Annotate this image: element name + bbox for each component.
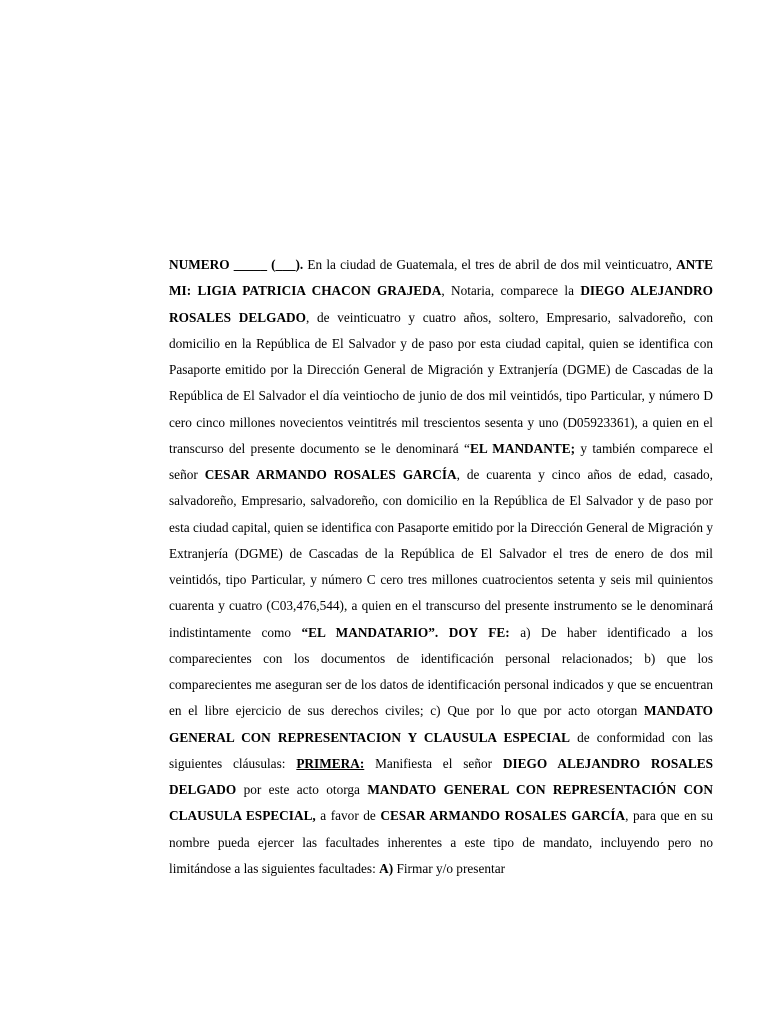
doy-fe-label: DOY FE:	[448, 624, 510, 640]
grantor-name: DIEGO ALEJANDRO ROSALES DELGADO	[169, 755, 714, 797]
text-run: por este acto otorga	[236, 782, 368, 797]
text-run: Firmar y/o presentar	[393, 860, 506, 876]
text-run: , de veinticuatro y cuatro años, soltero, Empresario, salvadoreño, con domicilio en la República de El Salvador y de paso por esta ciudad capital, quien se identifica con Pasaporte emitido por la Dirección General de Migración y Extranjería (DGME) de Cascadas de la República de El Salvador el día veintiocho de junio de dos mil veintidós, tipo Particular, y número D cero cinco millones novecientos veintitrés mil trescientos sesenta y uno (D05923361), a quien en el transcurso del presente documento se le denominará “	[169, 309, 713, 456]
text-run: En la ciudad de Guatemala, el tres de abril de dos mil veinticuatro,	[303, 257, 677, 272]
grantor-name: DIEGO ALEJANDRO ROSALES DELGADO	[169, 283, 713, 325]
text-run: a favor de	[315, 808, 381, 824]
text-run: , para que en su nombre pueda ejercer las facultades inherentes a este tipo de mandato, incluyendo pero no limitándose a las siguientes facultades:	[169, 808, 713, 876]
text-run: , de cuarenta y cinco años de edad, casado, salvadoreño, Empresario, salvadoreño, con domicilio en la República de El Salvador y de paso por esta ciudad capital, quien se identifica con Pasaporte emitido por la Dirección General de Migración y Extranjería (DGME) de Cascadas de la República de El Salvador el tres de enero de dos mil veintidós, tipo Particular, y número C cero tres millones cuatrocientos setenta y seis mil quinientos cuarenta y cuatro (C03,476,544), a quien en el transcurso del presente instrumento se le denominará indistintamente como	[169, 467, 713, 640]
body-paragraph	[169, 252, 713, 882]
text-run: de conformidad con las siguientes cláusulas:	[169, 729, 713, 771]
mandate-type: MANDATO GENERAL CON REPRESENTACIÓN CON CLAUSULA ESPECIAL,	[169, 782, 713, 824]
notary-name: ANTE MI: LIGIA PATRICIA CHACON GRAJEDA	[169, 257, 714, 299]
attorney-name: CESAR ARMANDO ROSALES GARCÍA	[204, 467, 457, 482]
text-run	[438, 625, 449, 640]
text-run: a) De haber identificado a los comparecientes con los documentos de identificación personal relacionados; b) que los comparecientes me aseguran ser de los datos de identificación personal indicados y que se encuentran en el libre ejercicio de sus derechos civiles; c) Que por lo que por acto otorgan	[169, 624, 713, 719]
clause-primera-heading: PRIMERA:	[296, 755, 365, 771]
text-run: Manifiesta el señor	[364, 755, 503, 771]
faculty-a-label: A)	[379, 860, 394, 876]
attorney-name: CESAR ARMANDO ROSALES GARCÍA	[380, 808, 626, 824]
attorney-designation: “EL MANDATARIO”.	[301, 624, 439, 640]
grantor-designation: EL MANDANTE;	[469, 440, 576, 456]
text-run: y también comparece el señor	[169, 440, 714, 482]
document-number: NUMERO _____ (___).	[169, 257, 304, 272]
text-run: , Notaria, comparece la	[441, 283, 581, 299]
mandate-type: MANDATO GENERAL CON REPRESENTACION Y CLAUSULA ESPECIAL	[169, 703, 713, 745]
